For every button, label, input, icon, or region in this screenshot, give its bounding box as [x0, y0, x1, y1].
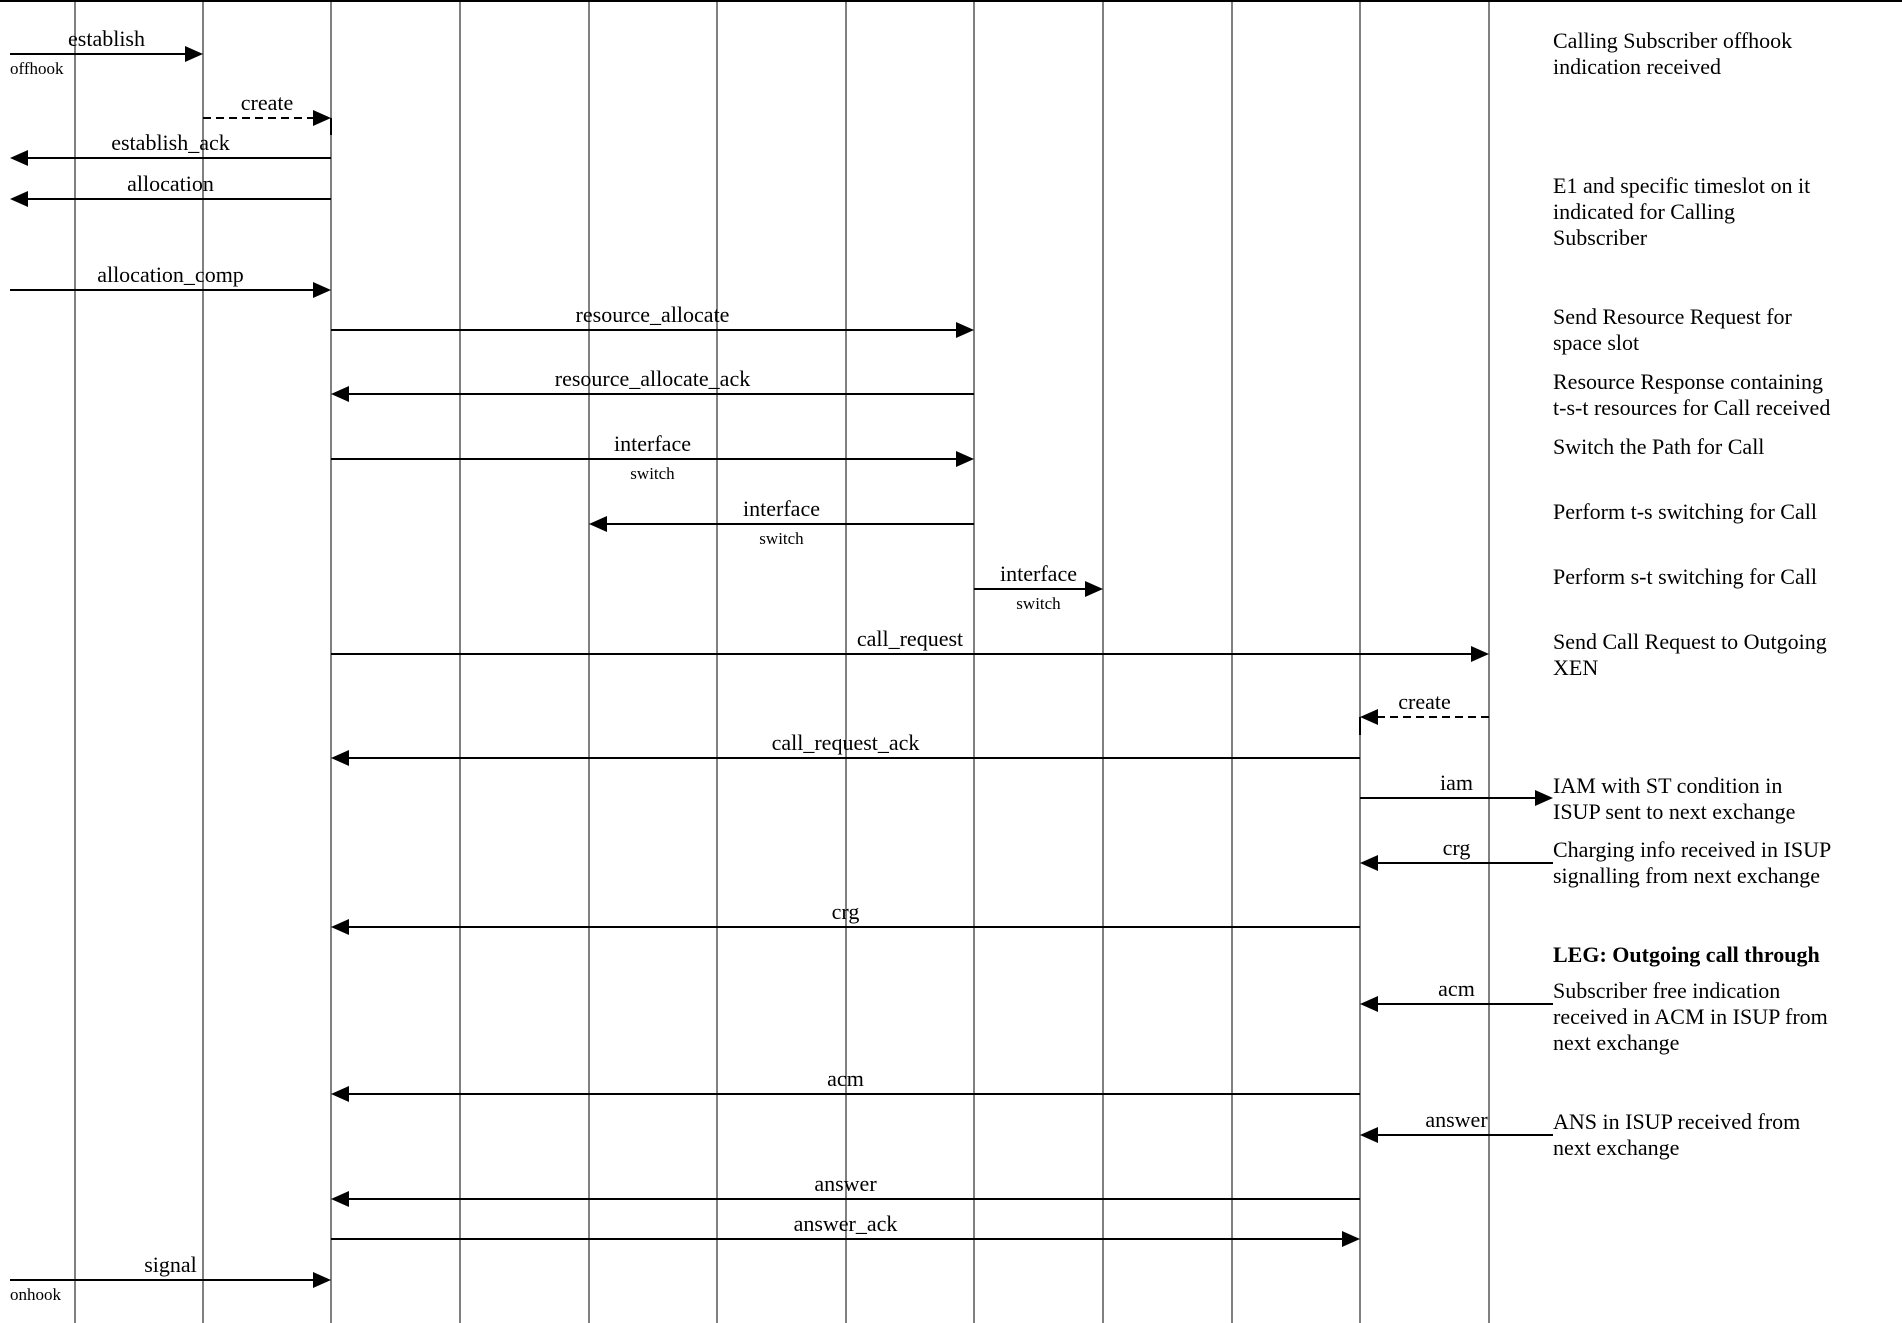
message-interface	[974, 561, 1103, 613]
message-sublabel: onhook	[10, 1285, 61, 1304]
message-label: answer	[814, 1171, 877, 1196]
arrowhead-icon	[331, 1191, 349, 1207]
message-interface	[589, 496, 974, 548]
arrowhead-icon	[956, 322, 974, 338]
arrowhead-icon	[1360, 855, 1378, 871]
message-resource-allocate-ack	[331, 366, 974, 402]
arrowhead-icon	[185, 46, 203, 62]
annotation-note: Resource Response containing t-s-t resources for Call received	[1553, 369, 1831, 420]
arrowhead-icon	[956, 451, 974, 467]
arrowhead-icon	[1360, 996, 1378, 1012]
annotation-note: Perform s-t switching for Call	[1553, 564, 1817, 589]
message-crg	[1360, 835, 1553, 871]
messages	[10, 26, 1553, 1304]
annotation-note: Switch the Path for Call	[1553, 434, 1765, 459]
message-establish-ack	[10, 130, 331, 166]
message-label: call_request	[856, 626, 964, 651]
message-label: iam	[1440, 770, 1473, 795]
message-label: allocation_comp	[97, 262, 244, 287]
arrowhead-icon	[1471, 646, 1489, 662]
annotation-note: E1 and specific timeslot on it indicated for Calling Subscriber	[1553, 173, 1811, 250]
arrowhead-icon	[10, 191, 28, 207]
lifelines	[75, 2, 1489, 1323]
arrowhead-icon	[331, 750, 349, 766]
message-label: create	[240, 90, 294, 115]
message-call-request	[331, 626, 1489, 662]
arrowhead-icon	[589, 516, 607, 532]
message-signal	[10, 1252, 331, 1304]
message-label: establish_ack	[111, 130, 230, 155]
annotation-note: Subscriber free indication received in ACM in ISUP from next exchange	[1553, 978, 1828, 1055]
message-create	[203, 90, 331, 126]
message-answer	[1360, 1107, 1553, 1143]
arrowhead-icon	[1360, 709, 1378, 725]
message-label: allocation	[127, 171, 214, 196]
message-label: resource_allocate_ack	[554, 366, 751, 391]
arrowhead-icon	[331, 919, 349, 935]
message-label: crg	[831, 899, 860, 924]
message-label: create	[1398, 689, 1451, 714]
arrowhead-icon	[1360, 1127, 1378, 1143]
annotation-note: ANS in ISUP received from next exchange	[1553, 1109, 1801, 1160]
message-sublabel: switch	[759, 529, 804, 548]
message-label: acm	[1438, 976, 1475, 1001]
arrowhead-icon	[1535, 790, 1553, 806]
message-sublabel: switch	[1016, 594, 1061, 613]
notes	[1553, 28, 1831, 1160]
arrowhead-icon	[10, 150, 28, 166]
message-sublabel: offhook	[10, 59, 64, 78]
annotation-note: Perform t-s switching for Call	[1553, 499, 1817, 524]
annotation-note: IAM with ST condition in ISUP sent to next exchange	[1553, 773, 1796, 824]
annotation-note: Send Resource Request for space slot	[1553, 304, 1792, 355]
message-label: interface	[1000, 561, 1077, 586]
arrowhead-icon	[313, 282, 331, 298]
message-establish	[10, 26, 203, 78]
message-label: answer_ack	[793, 1211, 898, 1236]
message-interface	[331, 431, 974, 483]
message-acm	[1360, 976, 1553, 1012]
message-label: signal	[144, 1252, 197, 1277]
arrowhead-icon	[1342, 1231, 1360, 1247]
message-sublabel: switch	[630, 464, 675, 483]
arrowhead-icon	[1085, 581, 1103, 597]
arrowhead-icon	[313, 1272, 331, 1288]
message-label: call_request_ack	[771, 730, 920, 755]
message-label: answer	[1425, 1107, 1488, 1132]
message-create	[1360, 689, 1489, 725]
arrowhead-icon	[331, 386, 349, 402]
message-allocation-comp	[10, 262, 331, 298]
annotation-note: Calling Subscriber offhook indication received	[1553, 28, 1793, 79]
message-label: acm	[827, 1066, 864, 1091]
message-allocation	[10, 171, 331, 207]
leg-heading: LEG: Outgoing call through	[1553, 942, 1820, 967]
message-label: interface	[614, 431, 691, 456]
arrowhead-icon	[313, 110, 331, 126]
annotation-note: Send Call Request to Outgoing XEN	[1553, 629, 1827, 680]
message-label: interface	[743, 496, 820, 521]
message-label: resource_allocate	[575, 302, 730, 327]
message-label: crg	[1442, 835, 1471, 860]
message-label: establish	[68, 26, 145, 51]
message-resource-allocate	[331, 302, 974, 338]
arrowhead-icon	[331, 1086, 349, 1102]
message-iam	[1360, 770, 1553, 806]
annotation-note: Charging info received in ISUP signalling from next exchange	[1553, 837, 1832, 888]
